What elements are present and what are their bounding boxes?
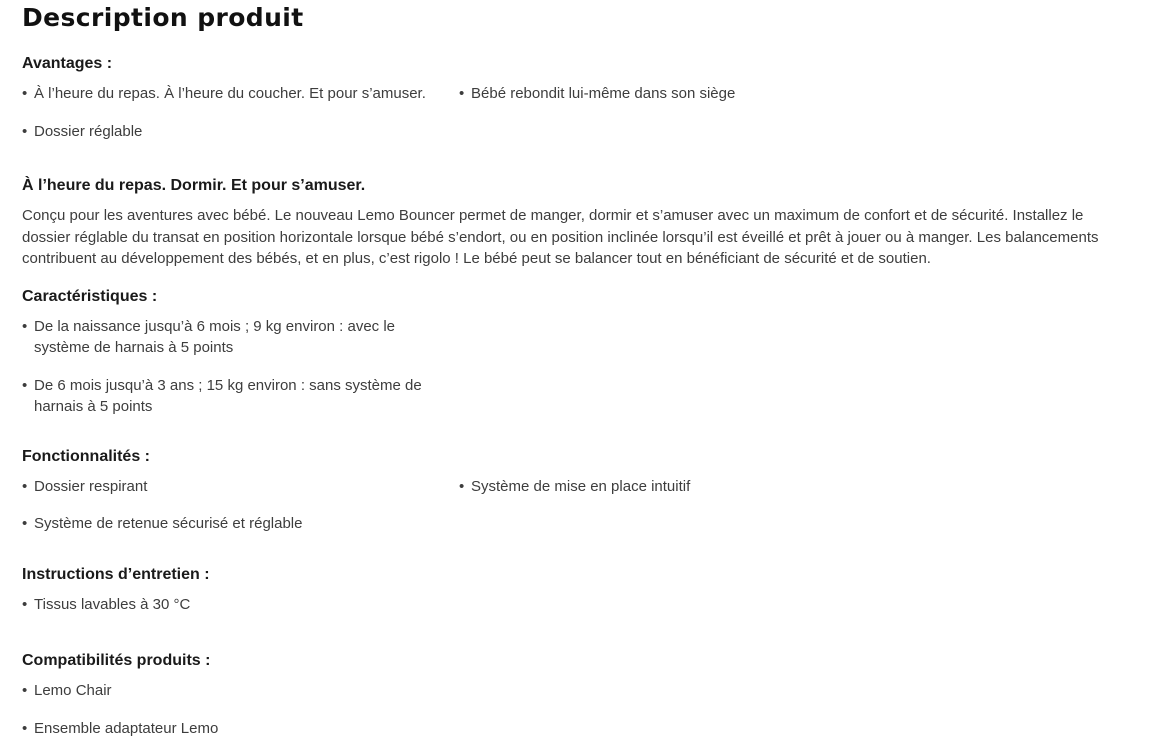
section-heading-entretien: Instructions d’entretien : [22, 565, 210, 583]
bullet-dot: • [22, 122, 28, 140]
bullet-dot: • [22, 719, 28, 737]
page-title: Description produit [22, 3, 304, 32]
bullet-dot: • [22, 317, 28, 335]
avantages-list [22, 83, 1134, 142]
list-item-text: Système de retenue sécurisé et réglable [34, 515, 303, 532]
section-fonctionnalites [22, 445, 1134, 535]
fonctionnalites-list-left-column [22, 476, 459, 535]
entretien-list-left-column [22, 594, 459, 616]
bullet-dot: • [459, 85, 465, 102]
list-item-text: Tissus lavables à 30 °C [34, 595, 191, 613]
bullet-dot: • [22, 515, 28, 532]
section-heading-caracteristiques: Caractéristiques : [22, 287, 158, 305]
section-compatibilites [22, 649, 1134, 739]
list-item [22, 121, 459, 143]
fonctionnalites-list [22, 476, 1134, 535]
entretien-list [22, 594, 1134, 616]
list-item [22, 594, 459, 616]
section-avantages [22, 52, 1134, 142]
list-item [22, 316, 459, 359]
section-entretien [22, 563, 1134, 616]
list-item [22, 375, 459, 418]
section-heading-compatibilites: Compatibilités produits : [22, 652, 211, 669]
list-item-text: Système de mise en place intuitif [471, 477, 691, 495]
list-item-text: À l’heure du repas. À l’heure du coucher. Et pour s’amuser. [34, 85, 426, 102]
section-heading-fonctionnalites: Fonctionnalités : [22, 447, 150, 465]
section-intro [22, 174, 1134, 270]
list-item-text: Dossier réglable [34, 122, 143, 140]
list-item-text: Lemo Chair [34, 682, 112, 699]
bullet-dot: • [459, 477, 465, 495]
caracteristiques-list-right-column [459, 316, 1134, 418]
bullet-dot: • [22, 682, 28, 699]
avantages-list-left-column [22, 83, 459, 142]
list-item-text: Bébé rebondit lui-même dans son siège [471, 85, 736, 102]
bullet-dot: • [22, 376, 28, 394]
entretien-list-right-column [459, 594, 1134, 616]
list-item-text: Dossier respirant [34, 477, 148, 495]
list-item [22, 83, 459, 105]
compatibilites-list-right-column [459, 680, 1134, 739]
bullet-dot: • [22, 85, 28, 102]
section-heading-intro: À l’heure du repas. Dormir. Et pour s’amuser. [22, 177, 366, 194]
bullet-dot: • [22, 595, 28, 613]
list-item-text: Ensemble adaptateur Lemo [34, 719, 219, 737]
list-item-text: De 6 mois jusqu’à 3 ans ; 15 kg environ : sans système de harnais à 5 points [34, 376, 422, 415]
caracteristiques-list-left-column [22, 316, 459, 418]
bullet-dot: • [22, 477, 28, 495]
fonctionnalites-list-right-column [459, 476, 1134, 535]
compatibilites-list-left-column [22, 680, 459, 739]
intro-paragraph: Conçu pour les aventures avec bébé. Le nouveau Lemo Bouncer permet de manger, dormir et s’amuser avec un maximum de confort et de sécurité. Installez le dossier réglable du transat en position horizontale lorsque bébé s’endort, ou en position inclinée lorsqu’il est éveillé et prêt à jouer ou à manger. Les balancements contribuent au développement des bébés, et en plus, c’est rigolo ! Le bébé peut se balancer tout en bénéficiant de sécurité et de soutien. [22, 207, 1099, 267]
list-item [459, 83, 1134, 105]
list-item [22, 476, 459, 498]
section-heading-avantages: Avantages : [22, 55, 113, 72]
list-item [22, 680, 459, 702]
avantages-list-right-column [459, 83, 1134, 142]
list-item [22, 718, 459, 740]
section-caracteristiques [22, 285, 1134, 418]
list-item-text: De la naissance jusqu’à 6 mois ; 9 kg environ : avec le système de harnais à 5 points [34, 317, 396, 356]
list-item [459, 476, 1134, 498]
list-item [22, 513, 459, 535]
caracteristiques-list [22, 316, 1134, 418]
compatibilites-list [22, 680, 1134, 739]
